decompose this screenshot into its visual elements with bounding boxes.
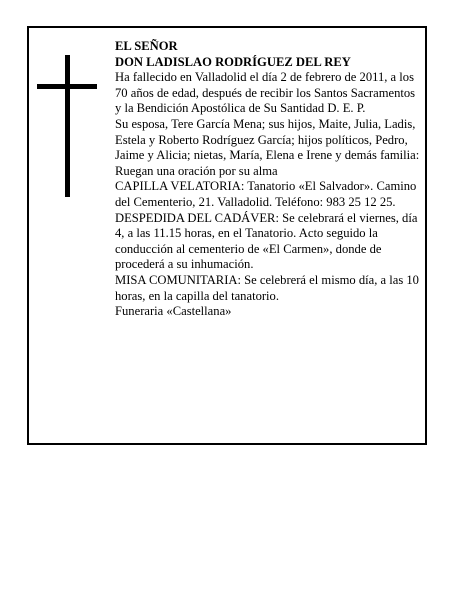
cross-horizontal-bar <box>37 84 97 89</box>
family-list: Su esposa, Tere García Mena; sus hijos, Maite, Julia, Ladis, Estela y Roberto Rodríguez García; hijos políticos, Pedro, Jaime y Alicia; nietas, María, Elena e Irene y demás familia: <box>115 116 420 163</box>
funeral-home: Funeraria «Castellana» <box>115 304 232 319</box>
mass-info: MISA COMUNITARIA: Se celebrerá el mismo día, a las 10 horas, en la capilla del tanatorio. <box>115 272 419 303</box>
prayer-request: Ruegan una oración por su alma <box>115 163 278 178</box>
cross-icon <box>37 55 97 197</box>
cross-vertical-bar <box>65 55 70 197</box>
obituary-text <box>115 39 423 320</box>
deceased-name: DON LADISLAO RODRÍGUEZ DEL REY <box>115 54 351 69</box>
wake-chapel-info: CAPILLA VELATORIA: Tanatorio «El Salvador». Camino del Cementerio, 21. Valladolid. Teléfono: 983 25 12 25. <box>115 179 417 209</box>
death-announcement: Ha fallecido en Valladolid el día 2 de febrero de 2011, a los 70 años de edad, después de recibir los Santos Sacramentos y la Bendición Apostólica de Su Santidad D. E. P. <box>115 70 416 116</box>
notice-title-honorific: EL SEÑOR <box>115 39 178 53</box>
farewell-info: DESPEDIDA DEL CADÁVER: Se celebrará el viernes, día 4, a las 11.15 horas, en el Tanatorio. Acto seguido la conducción al cementerio de «El Carmen», donde de procederá a su inhumación. <box>115 210 418 272</box>
